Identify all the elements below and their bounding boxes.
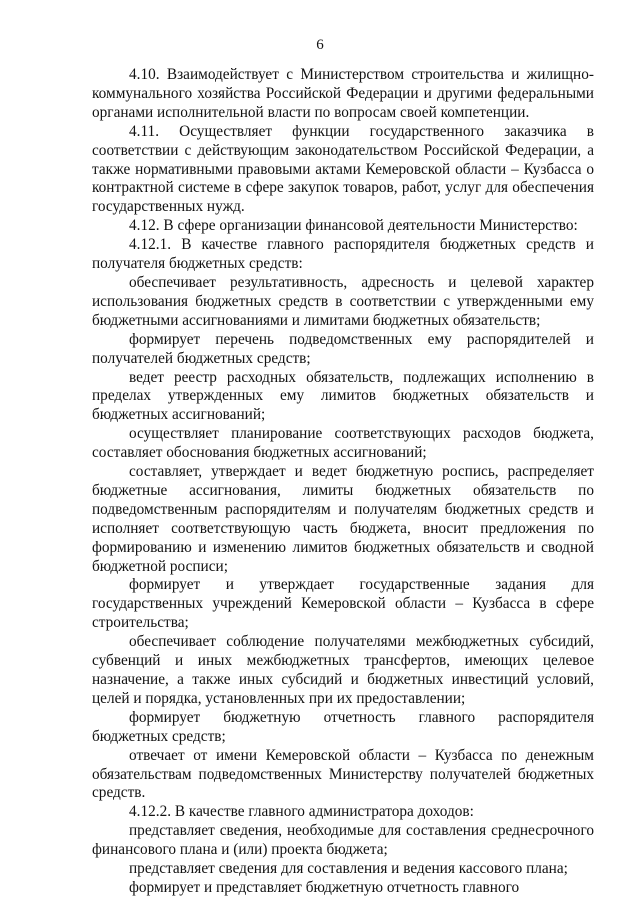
list-item: формирует бюджетную отчетность главного распорядителя бюджетных средств; [92, 708, 594, 745]
list-item: осуществляет планирование соответствующих расходов бюджета, составляет обоснования бюджетных ассигнований; [92, 425, 594, 462]
list-item: формирует и утверждает государственные задания для государственных учреждений Кемеровской области – Кузбасса в сфере строительства; [92, 576, 594, 632]
list-item: представляет сведения для составления и ведения кассового плана; [129, 860, 568, 878]
list-item: представляет сведения, необходимые для составления среднесрочного финансового плана и (или) проекта бюджета; [92, 822, 594, 859]
paragraph-4-12-2: 4.12.2. В качестве главного администратора доходов: [129, 803, 474, 821]
document-body [92, 66, 594, 898]
paragraph-4-11: 4.11. Осуществляет функции государственного заказчика в соответствии с действующим законодательством Российской Федерации, а также нормативными правовыми актами Кемеровской области – Кузбасса о контрактной системе в сфере закупок товаров, работ, услуг для обеспечения государственных нужд. [92, 122, 594, 216]
list-item: обеспечивает результативность, адресность и целевой характер использования бюджетных средств в соответствии с утвержденными ему бюджетными ассигнованиями и лимитами бюджетных обязательств; [92, 273, 594, 329]
list-item: ведет реестр расходных обязательств, подлежащих исполнению в пределах утвержденных ему лимитов бюджетных обязательств и бюджетных ассигнований; [92, 368, 594, 424]
paragraph-4-12-1: 4.12.1. В качестве главного распорядителя бюджетных средств и получателя бюджетных средств: [92, 236, 594, 273]
paragraph-4-12: 4.12. В сфере организации финансовой деятельности Министерство: [129, 217, 578, 235]
paragraph-4-10: 4.10. Взаимодействует с Министерством строительства и жилищно-коммунального хозяйства Российской Федерации и другими федеральными органами исполнительной власти по вопросам своей компетенции. [92, 66, 594, 121]
list-item: составляет, утверждает и ведет бюджетную роспись, распределяет бюджетные ассигнования, лимиты бюджетных обязательств по подведомственным распорядителям и получателям бюджетных средств и исполняет соответствующую часть бюджета, вносит предложения по формированию и изменению лимитов бюджетных обязательств и сводной бюджетной росписи; [92, 463, 594, 575]
page-number: 6 [316, 37, 324, 53]
list-item: формирует перечень подведомственных ему распорядителей и получателей бюджетных средств; [92, 330, 594, 367]
list-item: отвечает от имени Кемеровской области – Кузбасса по денежным обязательствам подведомственных Министерству получателей бюджетных средств. [92, 746, 594, 802]
list-item: формирует и представляет бюджетную отчетность главного [129, 878, 520, 896]
list-item: обеспечивает соблюдение получателями межбюджетных субсидий, субвенций и иных межбюджетных трансфертов, имеющих целевое назначение, а также иных субсидий и бюджетных инвестиций условий, целей и порядка, установленных при их предоставлении; [92, 633, 594, 707]
